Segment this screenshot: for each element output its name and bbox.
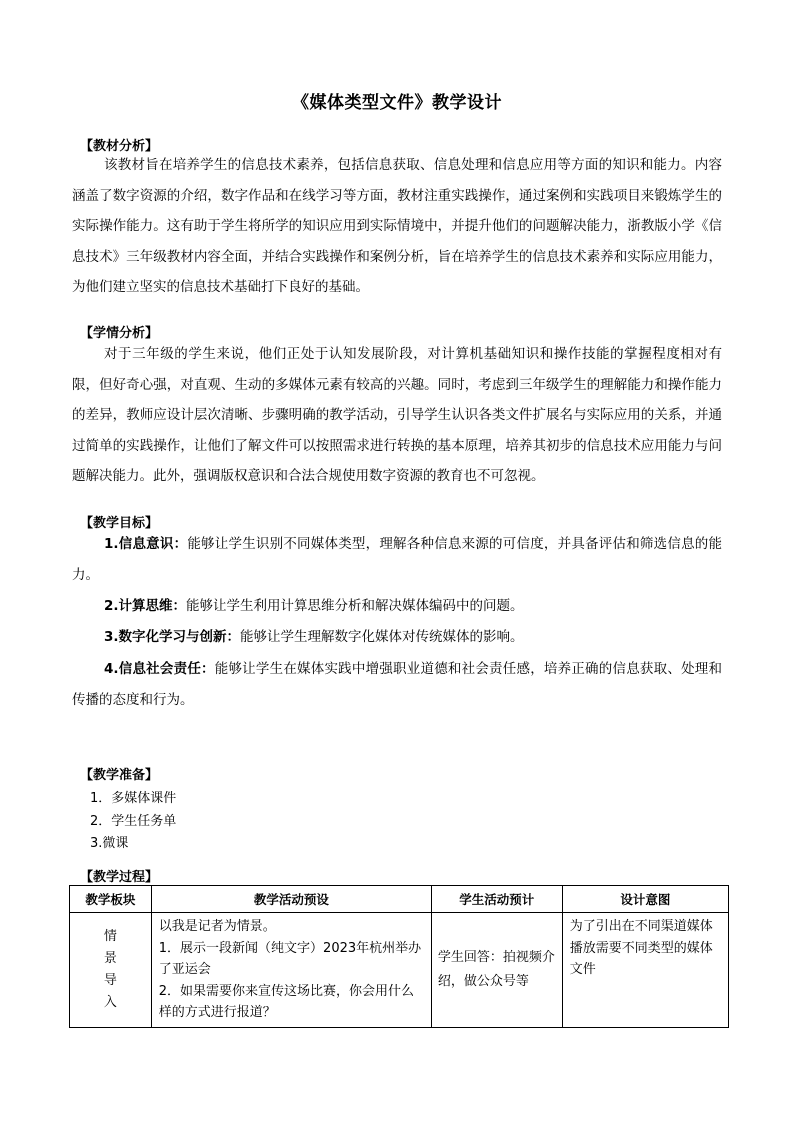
section-char: 景 <box>103 951 117 966</box>
goal-item-1 <box>72 529 722 591</box>
table-row <box>70 913 729 1028</box>
goal-item-4 <box>72 654 722 716</box>
goal-text: 能够让学生在媒体实践中增强职业道德和社会责任感，培养正确的信息获取、处理和传播的态度和行为。 <box>72 661 722 708</box>
activity-line: 2．如果需要你来宣传这场比赛，你会用什么样的方式进行报道？ <box>158 983 415 1020</box>
activity-cell <box>151 913 431 1028</box>
activity-line: 1．展示一段新闻（纯文字）2023年杭州举办了亚运会 <box>158 940 422 977</box>
student-analysis-text: 对于三年级的学生来说，他们正处于认知发展阶段，对计算机基础知识和操作技能的掌握程度相对有限，但好奇心强，对直观、生动的多媒体元素有较高的兴趣。同时，考虑到三年级学生的理解能力和操作能力的差异，教师应设计层次清晰、步骤明确的教学活动，引导学生认识各类文件扩展名与实际应用的关系，并通过简单的实践操作，让他们了解文件可以按照需求进行转换的基本原理，培养其初步的信息技术应用能力与问题解决能力。此外，强调版权意识和合法合规使用数字资源的教育也不可忽视。 <box>72 346 722 484</box>
design-intent-text: 为了引出在不同渠道媒体播放需要不同类型的媒体文件 <box>569 919 713 977</box>
column-header: 教学板块 <box>70 886 152 913</box>
goal-text: 能够让学生理解数字化媒体对传统媒体的影响。 <box>240 629 524 645</box>
goal-label: 4.信息社会责任： <box>104 661 215 677</box>
section-char: 入 <box>103 995 117 1010</box>
preparation-item: 3.微课 <box>90 836 129 851</box>
section-char: 导 <box>103 973 117 988</box>
activity-line: 以我是记者为情景。 <box>158 919 276 934</box>
section-heading-goals: 【教学目标】 <box>80 516 159 531</box>
preparation-item: 1．多媒体课件 <box>90 791 177 806</box>
table-header-row <box>70 886 729 913</box>
section-heading-students: 【学情分析】 <box>80 326 159 341</box>
goal-item-3 <box>72 622 722 653</box>
design-intent-cell <box>562 913 728 1028</box>
section-heading-material: 【教材分析】 <box>80 139 159 154</box>
goal-text: 能够让学生利用计算思维分析和解决媒体编码中的问题。 <box>186 598 524 614</box>
goal-label: 3.数字化学习与创新： <box>104 629 241 645</box>
preparation-item: 2．学生任务单 <box>90 814 177 829</box>
column-header: 设计意图 <box>562 886 728 913</box>
column-header: 学生活动预计 <box>431 886 562 913</box>
section-char: 情 <box>103 929 117 944</box>
section-cell <box>70 913 152 1028</box>
goal-label: 1.信息意识： <box>104 536 188 552</box>
document-title: 《媒体类型文件》教学设计 <box>292 93 502 113</box>
material-analysis-text: 该教材旨在培养学生的信息技术素养，包括信息获取、信息处理和信息应用等方面的知识和能力。内容涵盖了数字资源的介绍，数字作品和在线学习等方面，教材注重实践操作，通过案例和实践项目来锻炼学生的实际操作能力。这有助于学生将所学的知识应用到实际情境中，并提升他们的问题解决能力，浙教版小学《信息技术》三年级教材内容全面，并结合实践操作和案例分析，旨在培养学生的信息技术素养和实际应用能力，为他们建立坚实的信息技术基础打下良好的基础。 <box>72 157 722 295</box>
student-activity-cell: 学生回答：拍视频介绍，做公众号等 <box>431 913 562 1028</box>
goal-label: 2.计算思维： <box>104 598 187 614</box>
section-heading-preparation: 【教学准备】 <box>80 768 159 783</box>
process-table <box>69 885 729 1028</box>
column-header: 教学活动预设 <box>151 886 431 913</box>
goal-text: 能够让学生识别不同媒体类型，理解各种信息来源的可信度，并具备评估和筛选信息的能力。 <box>72 536 723 583</box>
goal-item-2 <box>72 591 722 622</box>
section-heading-process: 【教学过程】 <box>80 870 159 885</box>
